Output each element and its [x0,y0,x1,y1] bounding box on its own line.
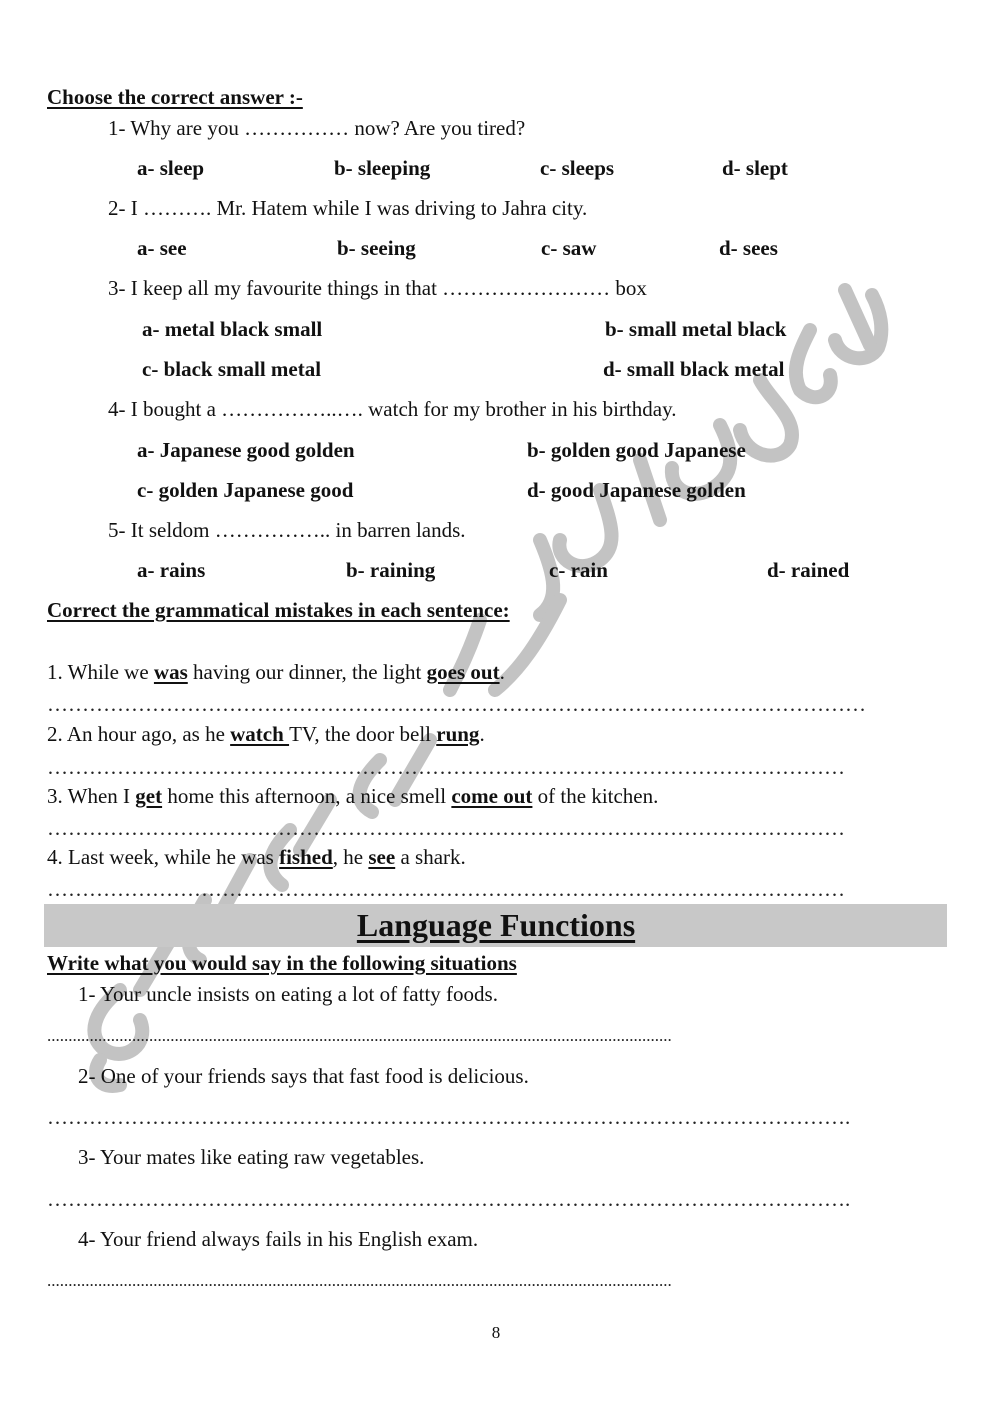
mistake-word: get [135,784,163,808]
situation-3: 3- Your mates like eating raw vegetables. [78,1145,425,1169]
mistake-word: was [153,660,188,684]
q5-option-b: b- raining [346,558,436,582]
q3-option-d: d- small black metal [603,357,785,381]
q2-option-b: b- seeing [337,236,416,260]
question-3-text: 3- I keep all my favourite things in that …………………… box [108,276,647,300]
q2-option-a: a- see [137,236,187,260]
sentence-text: 3. When I [47,784,136,808]
situation-answer-line-3[interactable]: ……………………………………………………………………………………………………. [47,1187,851,1211]
mistake-sentence-3 [47,783,658,809]
q1-option-a: a- sleep [137,156,205,180]
answer-line-4[interactable]: …………………………………………………………………………………………………… [47,877,845,901]
mistake-word: goes out [426,660,500,684]
sentence-text: TV, the door bell [289,722,437,746]
situation-2: 2- One of your friends says that fast food is delicious. [78,1064,529,1088]
q3-option-b: b- small metal black [605,317,787,341]
banner-title: Language Functions [356,907,636,943]
q1-option-b: b- sleeping [334,156,431,180]
answer-line-2[interactable]: …………………………………………………………………………………………………… [47,755,845,779]
answer-line-1[interactable]: ……………………………………………………………………………………………………… [47,692,866,716]
mistake-sentence-4 [47,844,466,870]
q3-option-a: a- metal black small [142,317,323,341]
mistake-sentence-2 [47,721,485,747]
situation-1: 1- Your uncle insists on eating a lot of fatty foods. [78,982,498,1006]
q3-option-c: c- black small metal [142,357,322,381]
q5-option-d: d- rained [767,558,850,582]
situation-answer-line-1[interactable]: ................................................................................................................................................... [47,1026,672,1045]
question-4-text: 4- I bought a ……………..…. watch for my brother in his birthday. [108,397,677,421]
q1-option-d: d- slept [722,156,788,180]
sentence-text: 2. An hour ago, as he [47,722,231,746]
sentence-text: , he [332,845,369,869]
mistake-sentence-1 [47,659,505,685]
sentence-text: 1. While we [47,660,154,684]
mistake-word: see [368,845,396,869]
q1-option-c: c- sleeps [540,156,615,180]
mistake-word: rung [436,722,480,746]
sentence-text: a shark. [395,845,466,869]
sentence-text: 4. Last week, while he was [47,845,280,869]
q2-option-c: c- saw [541,236,597,260]
sentence-text: . [499,660,505,684]
sentence-text: . [479,722,485,746]
mistake-word: fished [279,845,333,869]
page-number: 8 [491,1323,501,1342]
section-heading-situations: Write what you would say in the following situations [47,951,517,975]
sentence-text: having our dinner, the light [187,660,427,684]
section-heading-choose: Choose the correct answer :- [47,85,303,109]
situation-answer-line-4[interactable]: ................................................................................................................................................... [47,1271,672,1290]
q4-option-c: c- golden Japanese good [137,478,354,502]
situation-answer-line-2[interactable]: ……………………………………………………………………………………………………. [47,1105,851,1129]
question-2-text: 2- I ………. Mr. Hatem while I was driving to Jahra city. [108,196,588,220]
question-5-text: 5- It seldom …………….. in barren lands. [108,518,466,542]
mistake-word: watch [230,722,290,746]
sentence-text: of the kitchen. [532,784,659,808]
question-1-text: 1- Why are you …………… now? Are you tired? [108,116,526,140]
q5-option-a: a- rains [137,558,206,582]
answer-line-3[interactable]: …………………………………………………………………………………………………… [47,816,845,840]
q4-option-a: a- Japanese good golden [137,438,355,462]
section-heading-correct-mistakes: Correct the grammatical mistakes in each sentence: [47,598,510,622]
situation-4: 4- Your friend always fails in his English exam. [78,1227,479,1251]
q4-option-b: b- golden good Japanese [527,438,746,462]
sentence-text: home this afternoon, a nice smell [162,784,452,808]
mistake-word: come out [451,784,533,808]
q4-option-d: d- good Japanese golden [527,478,746,502]
q5-option-c: c- rain [549,558,608,582]
q2-option-d: d- sees [719,236,778,260]
